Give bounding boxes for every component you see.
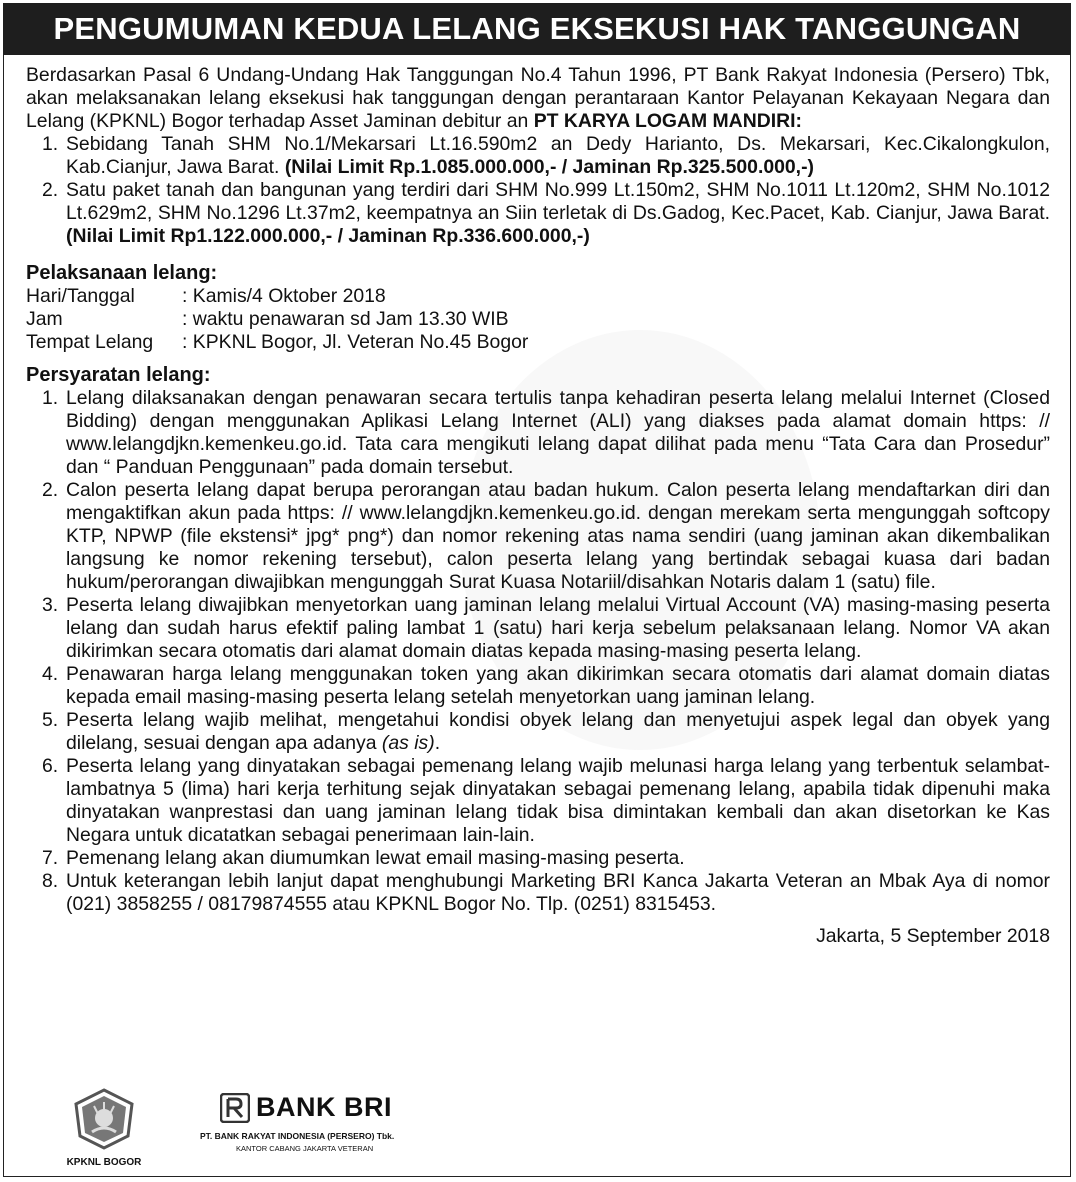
asset-item-2: [26, 179, 1050, 248]
term-item-7: [26, 847, 1050, 870]
term-item-1: [26, 387, 1050, 479]
term-item-4: [26, 663, 1050, 709]
term-number: 2.: [42, 479, 59, 501]
term-text: Penawaran harga lelang menggunakan token yang akan dikirimkan secara otomatis dari alamat domain diatas kepada email masing-masing peserta lelang setelah menyetorkan uang jaminan lelang.: [66, 663, 1050, 708]
term-number: 1.: [42, 387, 59, 409]
execution-row-place: [26, 331, 1050, 354]
bri-logo: [200, 1092, 400, 1172]
kemenkeu-emblem-icon: [72, 1088, 136, 1150]
term-text: Lelang dilaksanakan dengan penawaran secara tertulis tanpa kehadiran peserta lelang melalui Internet (Closed Bidding) dengan menggunakan Aplikasi Lelang Internet (ALI) yang diakses pada alamat domain https: // www.lelangdjkn.kemenkeu.go.id. Tata cara mengikuti lelang dapat dilihat pada menu “Tata Cara dan Prosedur” dan “ Panduan Penggunaan” pada domain tersebut.: [66, 387, 1050, 478]
term-item-3: [26, 594, 1050, 663]
announcement-body: [26, 64, 1050, 948]
term-text: Peserta lelang yang dinyatakan sebagai pemenang lelang wajib melunasi harga lelang yang terbentuk selambat-lambatnya 5 (lima) hari kerja terhitung sejak dinyatakan sebagai pemenang lelang, apabila tidak dipenuhi maka dinyatakan wanprestasi dan uang jaminan lelang tidak bisa dimintakan kembali dan akan disetorkan ke Kas Negara untuk dicatatkan sebagai penerimaan lain-lain.: [66, 755, 1050, 846]
execution-row-time: [26, 308, 1050, 331]
execution-value: : Kamis/4 Oktober 2018: [182, 285, 386, 307]
execution-heading: Pelaksanaan lelang:: [26, 262, 218, 284]
asset-item-1: [26, 133, 1050, 179]
term-text: Pemenang lelang akan diumumkan lewat email masing-masing peserta.: [66, 847, 685, 869]
bri-name: BANK BRI: [256, 1092, 392, 1122]
signoff-date: Jakarta, 5 September 2018: [816, 925, 1050, 947]
term-item-8: [26, 870, 1050, 916]
bri-logo-row: [220, 1092, 400, 1123]
bri-branch-name: KANTOR CABANG JAKARTA VETERAN: [236, 1144, 374, 1153]
term-item-5: [26, 709, 1050, 755]
announcement-title: PENGUMUMAN KEDUA LELANG EKSEKUSI HAK TANGGUNGAN: [3, 3, 1071, 55]
execution-row-date: [26, 285, 1050, 308]
terms-list: [26, 387, 1050, 916]
term-number: 5.: [42, 709, 59, 731]
term-tail: .: [434, 732, 441, 754]
term-text: Calon peserta lelang dapat berupa perorangan atau badan hukum. Calon peserta lelang mendaftarkan diri dan mengaktifkan akun pada https: // www.lelangdjkn.kemenkeu.go.id. dengan merekam serta mengunggah softcopy KTP, NPWP (file ekstensi* jpg* png*) dan nomor rekening atas nama sendiri (uang jaminan akan dikembalikan langsung ke nomor rekening tersebut), calon peserta lelang yang bertindak sebagai kuasa dari badan hukum/perorangan diwajibkan mengunggah Surat Kuasa Notariil/disahkan Notaris dalam 1 (satu) file.: [66, 479, 1050, 593]
bri-company-name: PT. BANK RAKYAT INDONESIA (PERSERO) Tbk.: [200, 1131, 395, 1141]
term-number: 7.: [42, 847, 59, 869]
term-text: Peserta lelang diwajibkan menyetorkan uang jaminan lelang melalui Virtual Account (VA) masing-masing peserta lelang dan sudah harus efektif paling lambat 1 (satu) hari kerja sebelum pelaksanaan lelang. Nomor VA akan dikirimkan secara otomatis dari alamat domain diatas kepada masing-masing peserta lelang.: [66, 594, 1050, 662]
asset-number: 1.: [42, 133, 59, 155]
term-italic: (as is): [381, 732, 435, 754]
intro-paragraph: [26, 64, 1050, 133]
asset-description: Sebidang Tanah SHM No.1/Mekarsari Lt.16.590m2 an Dedy Harianto, Ds. Mekarsari, Kec.Cikalongkulon, Kab.Cianjur, Jawa Barat.: [66, 133, 1050, 178]
execution-label: Tempat Lelang: [26, 331, 154, 353]
term-text: Peserta lelang wajib melihat, mengetahui kondisi obyek lelang dan menyetujui aspek legal dan obyek yang dilelang, sesuai dengan apa adanya: [66, 709, 1050, 754]
terms-heading: Persyaratan lelang:: [26, 364, 211, 386]
kpknl-logo: [62, 1088, 146, 1170]
asset-value: (Nilai Limit Rp.1.085.000.000,- / Jaminan Rp.325.500.000,-): [284, 156, 814, 178]
asset-value: (Nilai Limit Rp1.122.000.000,- / Jaminan Rp.336.600.000,-): [66, 225, 590, 247]
execution-value: : KPKNL Bogor, Jl. Veteran No.45 Bogor: [182, 331, 529, 353]
bri-mark-icon: [220, 1093, 250, 1123]
execution-value: : waktu penawaran sd Jam 13.30 WIB: [182, 308, 509, 330]
execution-label: Hari/Tanggal: [26, 285, 135, 307]
term-number: 6.: [42, 755, 59, 777]
term-number: 8.: [42, 870, 59, 892]
asset-list: [26, 133, 1050, 248]
debtor-name: PT KARYA LOGAM MANDIRI:: [533, 110, 802, 132]
term-item-6: [26, 755, 1050, 847]
intro-text: Berdasarkan Pasal 6 Undang-Undang Hak Tanggungan No.4 Tahun 1996, PT Bank Rakyat Indonesia (Persero) Tbk, akan melaksanakan lelang eksekusi hak tanggungan dengan perantaraan Kantor Pelayanan Kekayaan Negara dan Lelang (KPKNL) Bogor terhadap Asset Jaminan debitur an: [26, 64, 1050, 132]
asset-description: Satu paket tanah dan bangunan yang terdiri dari SHM No.999 Lt.150m2, SHM No.1011 Lt.120m2, SHM No.1012 Lt.629m2, SHM No.1296 Lt.37m2, keempatnya an Siin terletak di Ds.Gadog, Kec.Pacet, Kab. Cianjur, Jawa Barat.: [66, 179, 1050, 224]
asset-number: 2.: [42, 179, 59, 201]
kpknl-caption: KPKNL BOGOR: [66, 1157, 142, 1168]
execution-label: Jam: [26, 308, 63, 330]
term-number: 3.: [42, 594, 59, 616]
term-number: 4.: [42, 663, 59, 685]
term-text: Untuk keterangan lebih lanjut dapat menghubungi Marketing BRI Kanca Jakarta Veteran an Mbak Aya di nomor (021) 3858255 / 08179874555 atau KPKNL Bogor No. Tlp. (0251) 8315453.: [66, 870, 1050, 915]
term-item-2: [26, 479, 1050, 594]
